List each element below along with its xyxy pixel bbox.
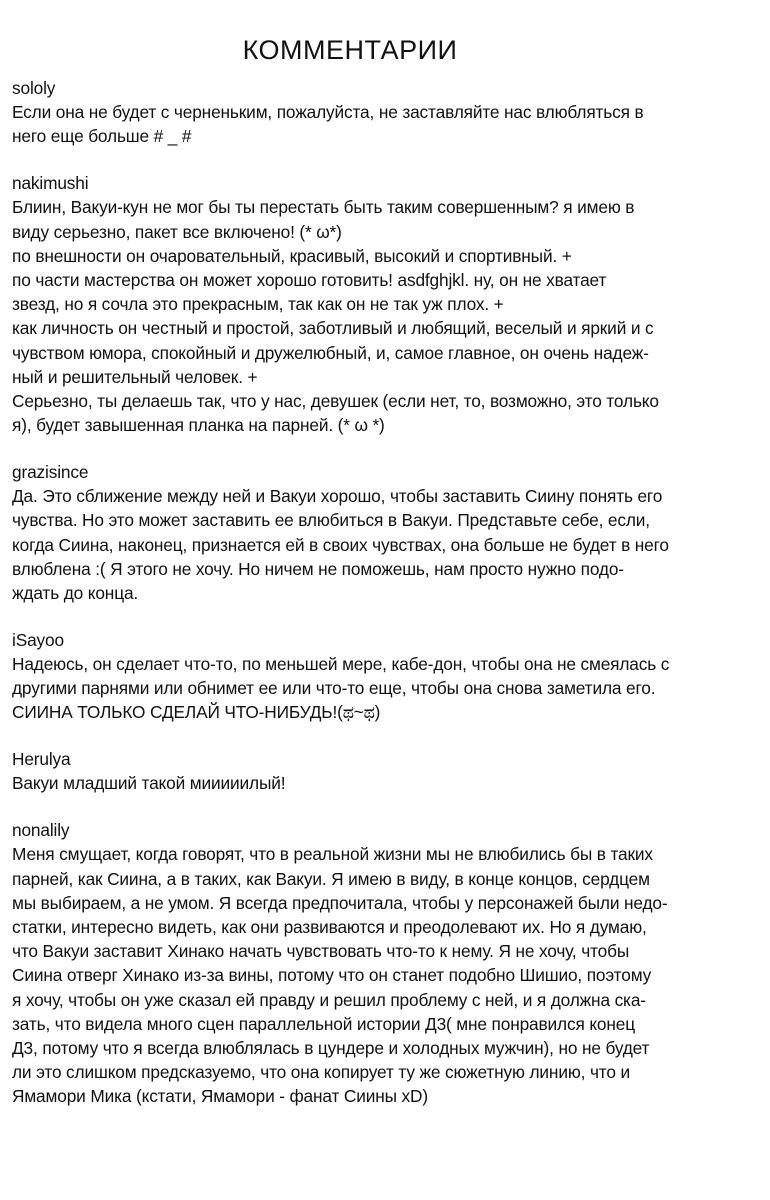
comment-text-line: по внешности он очаровательный, красивый, высокий и спортивный. + bbox=[12, 245, 572, 266]
comment-text-line: Да. Это сближение между ней и Вакуи хорошо, чтобы заставить Сиину понять его bbox=[12, 486, 663, 507]
comment-text-line: когда Сиина, наконец, признается ей в своих чувствах, она больше не будет в него bbox=[12, 534, 669, 555]
comment-text-line: мы выбираем, а не умом. Я всегда предпочитала, чтобы у персонажей были недо- bbox=[12, 892, 668, 913]
comment-author: Herulya bbox=[12, 749, 71, 770]
comment-author: sololy bbox=[12, 78, 56, 98]
comment-text-line: я хочу, чтобы он уже сказал ей правду и решил проблему с ней, и я должна ска- bbox=[12, 989, 646, 1010]
comment-author: iSayoo bbox=[12, 629, 64, 650]
comment-author: nakimushi bbox=[12, 173, 89, 194]
comment-text-line: чувством юмора, спокойный и дружелюбный, и, самое главное, он очень надеж- bbox=[12, 342, 649, 363]
comment-text-line: Меня смущает, когда говорят, что в реальной жизни мы не влюбились бы в таких bbox=[12, 844, 653, 865]
comment-text-line: что Вакуи заставит Хинако начать чувствовать что-то к нему. Я не хочу, чтобы bbox=[12, 941, 630, 962]
comment-text-line: ли это слишком предсказуемо, что она копирует ту же сюжетную линию, что и bbox=[12, 1062, 630, 1083]
comment bbox=[12, 747, 764, 795]
comment bbox=[12, 460, 764, 605]
comment-text-line: чувства. Но это может заставить ее влюбиться в Вакуи. Представьте себе, если, bbox=[12, 510, 650, 531]
comment-text-line: СИИНА ТОЛЬКО СДЕЛАЙ ЧТО-НИБУДЬ!(ಥ~ಥ) bbox=[12, 702, 381, 723]
comment-text-line: статки, интересно видеть, как они развиваются и преодолевают их. Но я думаю, bbox=[12, 917, 647, 938]
comment-text-line: ждать до конца. bbox=[12, 583, 139, 604]
comment-text-line: звезд, но я сочла это прекрасным, так как он не так уж плох. + bbox=[12, 294, 504, 315]
comment-text-line: влюблена :( Я этого не хочу. Но ничем не поможешь, нам просто нужно подо- bbox=[12, 558, 624, 579]
comment-text-line: него еще больше # _ # bbox=[12, 126, 192, 147]
comment-text-line: Блиин, Вакуи-кун не мог бы ты перестать быть таким совершенным? я имею в bbox=[12, 197, 635, 218]
comment-text-line: Ямамори Мика (кстати, Ямамори - фанат Сиины xD) bbox=[12, 1086, 428, 1107]
comment bbox=[12, 76, 764, 149]
comment-text-line: Если она не будет с черненьким, пожалуйста, не заставляйте нас влюбляться в bbox=[12, 102, 644, 123]
comment-text-line: я), будет завышенная планка на парней. (* ω *) bbox=[12, 415, 385, 436]
comment-author: nonalily bbox=[12, 820, 70, 841]
comment-text-line: другими парнями или обнимет ее или что-то еще, чтобы она снова заметила его. bbox=[12, 678, 656, 699]
comment-text-line: Вакуи младший такой мииииилый! bbox=[12, 773, 286, 794]
comment-text-line: Надеюсь, он сделает что-то, по меньшей мере, кабе-дон, чтобы она не смеялась с bbox=[12, 654, 670, 675]
comment-text-line: Серьезно, ты делаешь так, что у нас, девушек (если нет, то, возможно, это только bbox=[12, 391, 659, 412]
comment-text-line: по части мастерства он может хорошо готовить! asdfghjkl. ну, он не хватает bbox=[12, 270, 607, 291]
comment-text-line: парней, как Сиина, а в таких, как Вакуи. Я имею в виду, в конце концов, сердцем bbox=[12, 868, 650, 889]
comment-text-line: ный и решительный человек. + bbox=[12, 366, 258, 387]
page-title: КОММЕНТАРИИ bbox=[242, 35, 458, 65]
comment-text-line: как личность он честный и простой, заботливый и любящий, веселый и яркий и с bbox=[12, 318, 654, 339]
comment-text-line: виду серьезно, пакет все включено! (* ω*) bbox=[12, 221, 342, 242]
comment-list bbox=[12, 76, 764, 1131]
comment bbox=[12, 818, 764, 1108]
comment-text-line: Сиина отверг Хинако из-за вины, потому что он станет подобно Шишио, поэтому bbox=[12, 965, 652, 986]
comment bbox=[12, 171, 764, 437]
comment-author: grazisince bbox=[12, 462, 89, 483]
comment-text-line: зать, что видела много сцен параллельной истории Д3( мне понравился конец bbox=[12, 1013, 635, 1034]
comment-text-line: Д3, потому что я всегда влюблялась в цундере и холодных мужчин), но не будет bbox=[12, 1038, 650, 1059]
comment bbox=[12, 628, 764, 725]
